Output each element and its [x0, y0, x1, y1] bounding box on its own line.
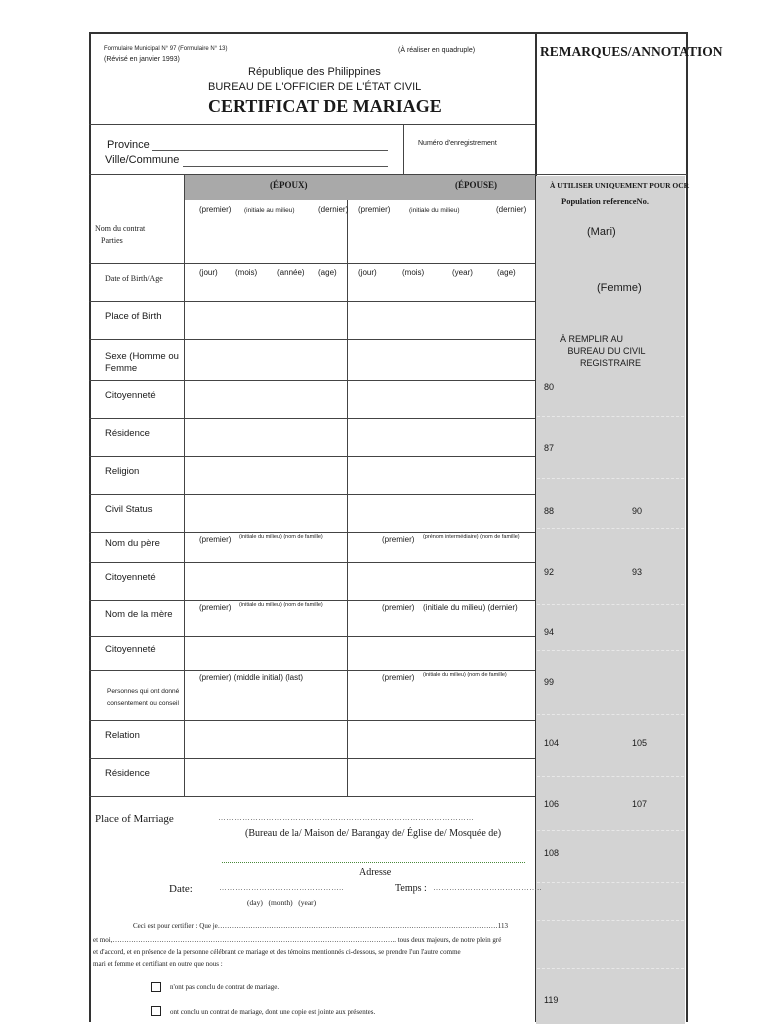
ocr-separator — [537, 830, 684, 831]
place-of-marriage-field[interactable]: …………………………………………………………………………………… — [218, 813, 474, 822]
field-hint: (premier) (middle initial) (last) — [199, 673, 304, 682]
row-label: Citoyenneté — [105, 390, 156, 401]
date-format-hint: (day) (month) (year) — [247, 898, 317, 907]
field-hint: (année) — [277, 268, 305, 277]
ocr-separator — [537, 650, 684, 651]
field-hint: (mois) — [235, 268, 258, 277]
row-label: Date of Birth/Age — [105, 274, 163, 283]
certify-line-4: mari et femme et certifiant en outre que nous : — [93, 960, 223, 968]
wife-field[interactable] — [348, 495, 535, 532]
husband-field[interactable] — [185, 563, 347, 600]
field-hint: (initiale du milieu) (nom de famille) — [423, 672, 507, 678]
ocr-wife-label: (Femme) — [597, 282, 642, 294]
ocr-separator — [537, 528, 684, 529]
husband-field[interactable] — [185, 381, 347, 418]
date-field[interactable]: ……………………………………….. — [219, 883, 344, 892]
row-label: Nom du père — [105, 538, 160, 549]
table-bottom-line — [89, 796, 535, 797]
place-type-hint: (Bureau de la/ Maison de/ Barangay de/ Église de/ Mosquée de) — [245, 828, 502, 839]
registrar-note: À REMPLIR AU BUREAU DU CIVIL REGISTRAIRE — [560, 334, 646, 368]
quadruple-note: (À réaliser en quadruple) — [398, 47, 476, 54]
row-label: Civil Status — [105, 504, 153, 515]
husband-field[interactable] — [185, 637, 347, 670]
wife-field[interactable] — [348, 637, 535, 670]
row-label: Citoyenneté — [105, 644, 156, 655]
ocr-separator — [537, 604, 684, 605]
husband-field[interactable] — [185, 495, 347, 532]
ocr-title: À UTILISER UNIQUEMENT POUR OCR — [550, 181, 690, 190]
ocr-code: 119 — [544, 995, 559, 1005]
wife-field[interactable] — [348, 759, 535, 796]
ocr-code: 107 — [632, 799, 648, 809]
wife-field[interactable] — [348, 381, 535, 418]
field-hint: (initiale du milieu) — [409, 207, 460, 214]
republic-title: République des Philippines — [248, 66, 381, 78]
city-label: Ville/Commune — [105, 154, 180, 166]
date-label: Date: — [169, 883, 193, 895]
wife-field[interactable] — [348, 340, 535, 380]
row-label: Relation — [105, 730, 140, 741]
address-label: Adresse — [359, 867, 392, 878]
field-hint: (initiale du milieu) (dernier) — [423, 603, 518, 612]
row-label: Place of Birth — [105, 311, 162, 322]
field-hint: (jour) — [358, 268, 377, 277]
row-label: Résidence — [105, 428, 150, 439]
contract-label: ont conclu un contrat de mariage, dont une copie est jointe aux présentes. — [170, 1008, 376, 1016]
certify-line-2: et moi,………………………………………………………………………………………………………….. tous deux majeurs, de notre plein gré — [93, 936, 502, 944]
contract-checkbox[interactable] — [151, 1006, 161, 1016]
husband-field[interactable] — [185, 457, 347, 494]
husband-field[interactable] — [185, 759, 347, 796]
frame-top — [89, 32, 687, 34]
husband-field[interactable] — [185, 302, 347, 339]
wife-field[interactable] — [348, 563, 535, 600]
no-contract-label: n'ont pas conclu de contrat de mariage. — [170, 983, 280, 991]
field-hint: (premier) — [199, 535, 232, 544]
ocr-separator — [537, 882, 684, 883]
ocr-code: 93 — [632, 567, 643, 577]
field-hint: (jour) — [199, 268, 218, 277]
husband-field[interactable] — [185, 340, 347, 380]
time-label: Temps : — [395, 883, 427, 894]
no-contract-checkbox[interactable] — [151, 982, 161, 992]
remarks-bottom-line — [535, 174, 687, 175]
ocr-husband-label: (Mari) — [587, 226, 616, 238]
ocr-code: 105 — [632, 738, 648, 748]
field-hint: (age) — [497, 268, 516, 277]
husband-field[interactable] — [185, 419, 347, 456]
ocr-code: 90 — [632, 506, 643, 516]
ocr-separator — [537, 714, 684, 715]
field-hint: (premier) — [382, 535, 415, 544]
wife-field[interactable] — [348, 302, 535, 339]
row-label: Personnes qui ont donné consentement ou conseil — [107, 688, 180, 707]
bureau-title: BUREAU DE L'OFFICIER DE L'ÉTAT CIVIL — [208, 81, 422, 93]
wife-field[interactable] — [348, 419, 535, 456]
revised-date: (Révisé en janvier 1993) — [104, 56, 180, 63]
registry-divider — [403, 124, 404, 174]
row-label: Nom du contrat Parties — [95, 223, 146, 245]
ocr-separator — [537, 968, 684, 969]
wife-column-header: (ÉPOUSE) — [455, 180, 498, 190]
header-bottom-line — [89, 124, 535, 125]
field-hint: (premier) — [358, 205, 391, 214]
ocr-separator — [537, 776, 684, 777]
certify-line-3: et d'accord, et en présence de la personne célébrant ce mariage et des témoins mentionnés ci-dessous, se prendre l'un l'autre comme — [93, 948, 461, 956]
ocr-code: 87 — [544, 443, 555, 453]
ocr-code: 80 — [544, 382, 555, 392]
field-hint: (year) — [452, 268, 473, 277]
ocr-code: 99 — [544, 677, 555, 687]
field-hint: (premier) — [199, 603, 232, 612]
ocr-code: 88 — [544, 506, 555, 516]
row-label: Résidence — [105, 768, 150, 779]
ocr-code: 92 — [544, 567, 555, 577]
remarks-title: REMARQUES/ANNOTATION — [540, 44, 723, 59]
field-hint: (age) — [318, 268, 337, 277]
row-label: Sexe (Homme ou Femme — [105, 350, 179, 374]
ocr-separator — [537, 920, 684, 921]
place-of-marriage-label: Place of Marriage — [95, 813, 174, 825]
field-hint: (initiale au milieu) — [244, 207, 295, 214]
ocr-panel — [536, 176, 685, 1024]
field-hint: (premier) — [199, 205, 232, 214]
ocr-code: 104 — [544, 738, 560, 748]
province-field[interactable] — [152, 150, 388, 151]
city-field[interactable] — [183, 166, 388, 167]
field-hint: (initiale du milieu) (nom de famille) — [239, 602, 323, 608]
field-hint: (premier) — [382, 603, 415, 612]
frame-left — [89, 32, 91, 1022]
ocr-code: 106 — [544, 799, 560, 809]
registry-label: Numéro d'enregistrement — [418, 140, 497, 147]
wife-field[interactable] — [348, 457, 535, 494]
certify-line-1: Ceci est pour certifier : Que je…………………………………………………………………………………………………………113 — [133, 922, 508, 930]
row-label: Nom de la mère — [105, 609, 173, 620]
row-label: Religion — [105, 466, 140, 477]
row-label: Citoyenneté — [105, 572, 156, 583]
field-hint: (mois) — [402, 268, 425, 277]
field-hint: (dernier) — [318, 205, 349, 214]
field-hint: (dernier) — [496, 205, 527, 214]
page-title: CERTIFICAT DE MARIAGE — [208, 96, 442, 116]
time-field[interactable]: ………………………………….. — [433, 883, 542, 892]
field-hint: (premier) — [382, 673, 415, 682]
population-reference: Population referenceNo. — [561, 196, 649, 206]
ocr-separator — [537, 478, 684, 479]
field-hint: (prénom intermédiaire) (nom de famille) — [423, 534, 520, 540]
ocr-code: 94 — [544, 627, 555, 637]
form-number: Formulaire Municipal N° 97 (Formulaire N° 13) — [104, 46, 228, 52]
husband-field[interactable] — [185, 721, 347, 758]
province-label: Province — [107, 139, 150, 151]
ocr-separator — [537, 416, 684, 417]
ocr-code: 108 — [544, 848, 560, 858]
husband-column-header: (ÉPOUX) — [270, 180, 308, 190]
field-hint: (initiale du milieu) (nom de famille) — [239, 534, 323, 540]
wife-field[interactable] — [348, 721, 535, 758]
address-field[interactable] — [222, 862, 525, 863]
